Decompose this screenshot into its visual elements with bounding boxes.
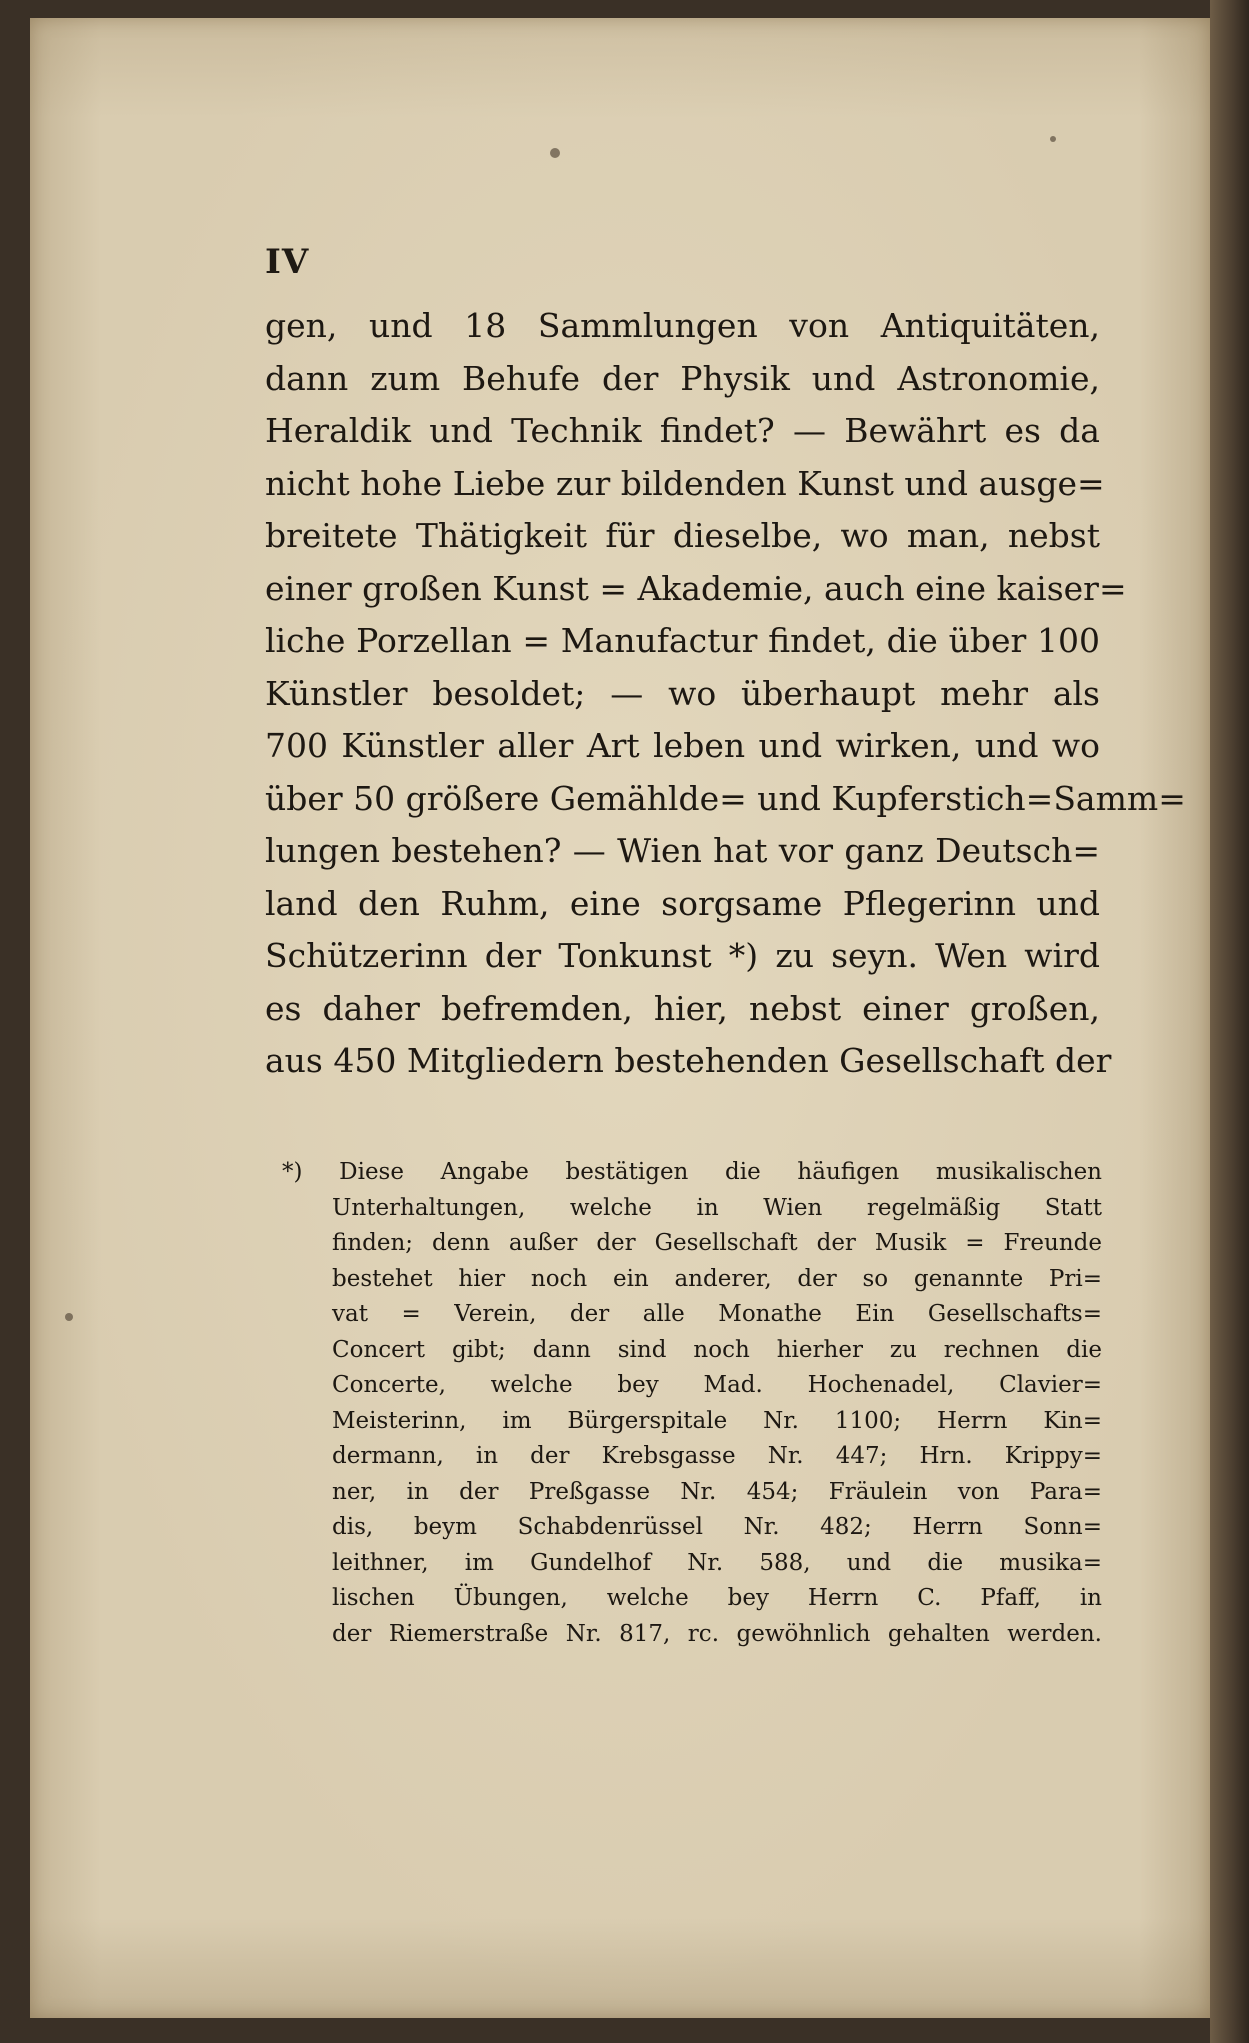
text-line: gen, und 18 Sammlungen von Antiquitäten,: [265, 306, 1100, 345]
footnote-line: bestehet hier noch ein anderer, der so genannte Pri=: [332, 1265, 1102, 1292]
footnote-line: leithner, im Gundelhof Nr. 588, und die musika=: [332, 1549, 1102, 1576]
footnote-line: Unterhaltungen, welche in Wien regelmäßig Statt: [332, 1194, 1102, 1221]
text-line: land den Ruhm, eine sorgsame Pflegerinn und: [265, 883, 1100, 923]
ink-spot: [65, 1313, 73, 1321]
text-line: lungen bestehen? — Wien hat vor ganz Deutsch=: [265, 831, 1100, 870]
footnote-line: dis, beym Schabdenrüssel Nr. 482; Herrn Sonn=: [332, 1514, 1102, 1540]
text-line: es daher befremden, hier, nebst einer großen,: [265, 988, 1100, 1028]
text-line: 700 Künstler aller Art leben und wirken, und wo: [265, 726, 1100, 765]
footnote-line: ner, in der Preßgasse Nr. 454; Fräulein von Para=: [332, 1478, 1102, 1505]
text-line: liche Porzellan = Manufactur findet, die über 100: [265, 621, 1100, 660]
footnote-line: lischen Übungen, welche bey Herrn C. Pfaff, in: [332, 1585, 1102, 1611]
text-line: Schützerinn der Tonkunst *) zu seyn. Wen wird: [265, 936, 1100, 975]
page-number: IV: [265, 242, 310, 282]
text-line: einer großen Kunst = Akademie, auch eine kaiser=: [265, 568, 1127, 608]
text-line: über 50 größere Gemählde= und Kupferstich=Samm=: [265, 778, 1186, 818]
footnote: [282, 1155, 1102, 1652]
ink-spot: [1050, 136, 1056, 142]
footnote-line: dermann, in der Krebsgasse Nr. 447; Hrn. Krippy=: [332, 1443, 1102, 1469]
footnote-line: *) Diese Angabe bestätigen die häufigen musikalischen: [282, 1159, 1102, 1185]
text-line: Heraldik und Technik findet? — Bewährt es da: [265, 411, 1100, 450]
text-line: dann zum Behufe der Physik und Astronomie,: [265, 358, 1100, 398]
body-text: [265, 300, 1186, 1088]
footnote-line: Meisterinn, im Bürgerspitale Nr. 1100; Herrn Kin=: [332, 1407, 1102, 1434]
text-line: aus 450 Mitgliedern bestehenden Gesellschaft der: [265, 1041, 1112, 1080]
ink-spot: [550, 148, 560, 158]
footnote-line: der Riemerstraße Nr. 817, rc. gewöhnlich gehalten werden.: [332, 1620, 1102, 1647]
text-line: breitete Thätigkeit für dieselbe, wo man, nebst: [265, 516, 1100, 555]
footnote-line: Concert gibt; dann sind noch hierher zu rechnen die: [332, 1336, 1102, 1363]
footnote-line: finden; denn außer der Gesellschaft der Musik = Freunde: [332, 1230, 1102, 1256]
footnote-line: Concerte, welche bey Mad. Hochenadel, Clavier=: [332, 1372, 1102, 1398]
text-line: Künstler besoldet; — wo überhaupt mehr als: [265, 673, 1100, 713]
text-line: nicht hohe Liebe zur bildenden Kunst und ausge=: [265, 463, 1105, 503]
book-edge: [1210, 0, 1249, 2043]
footnote-line: vat = Verein, der alle Monathe Ein Gesellschafts=: [332, 1301, 1102, 1327]
